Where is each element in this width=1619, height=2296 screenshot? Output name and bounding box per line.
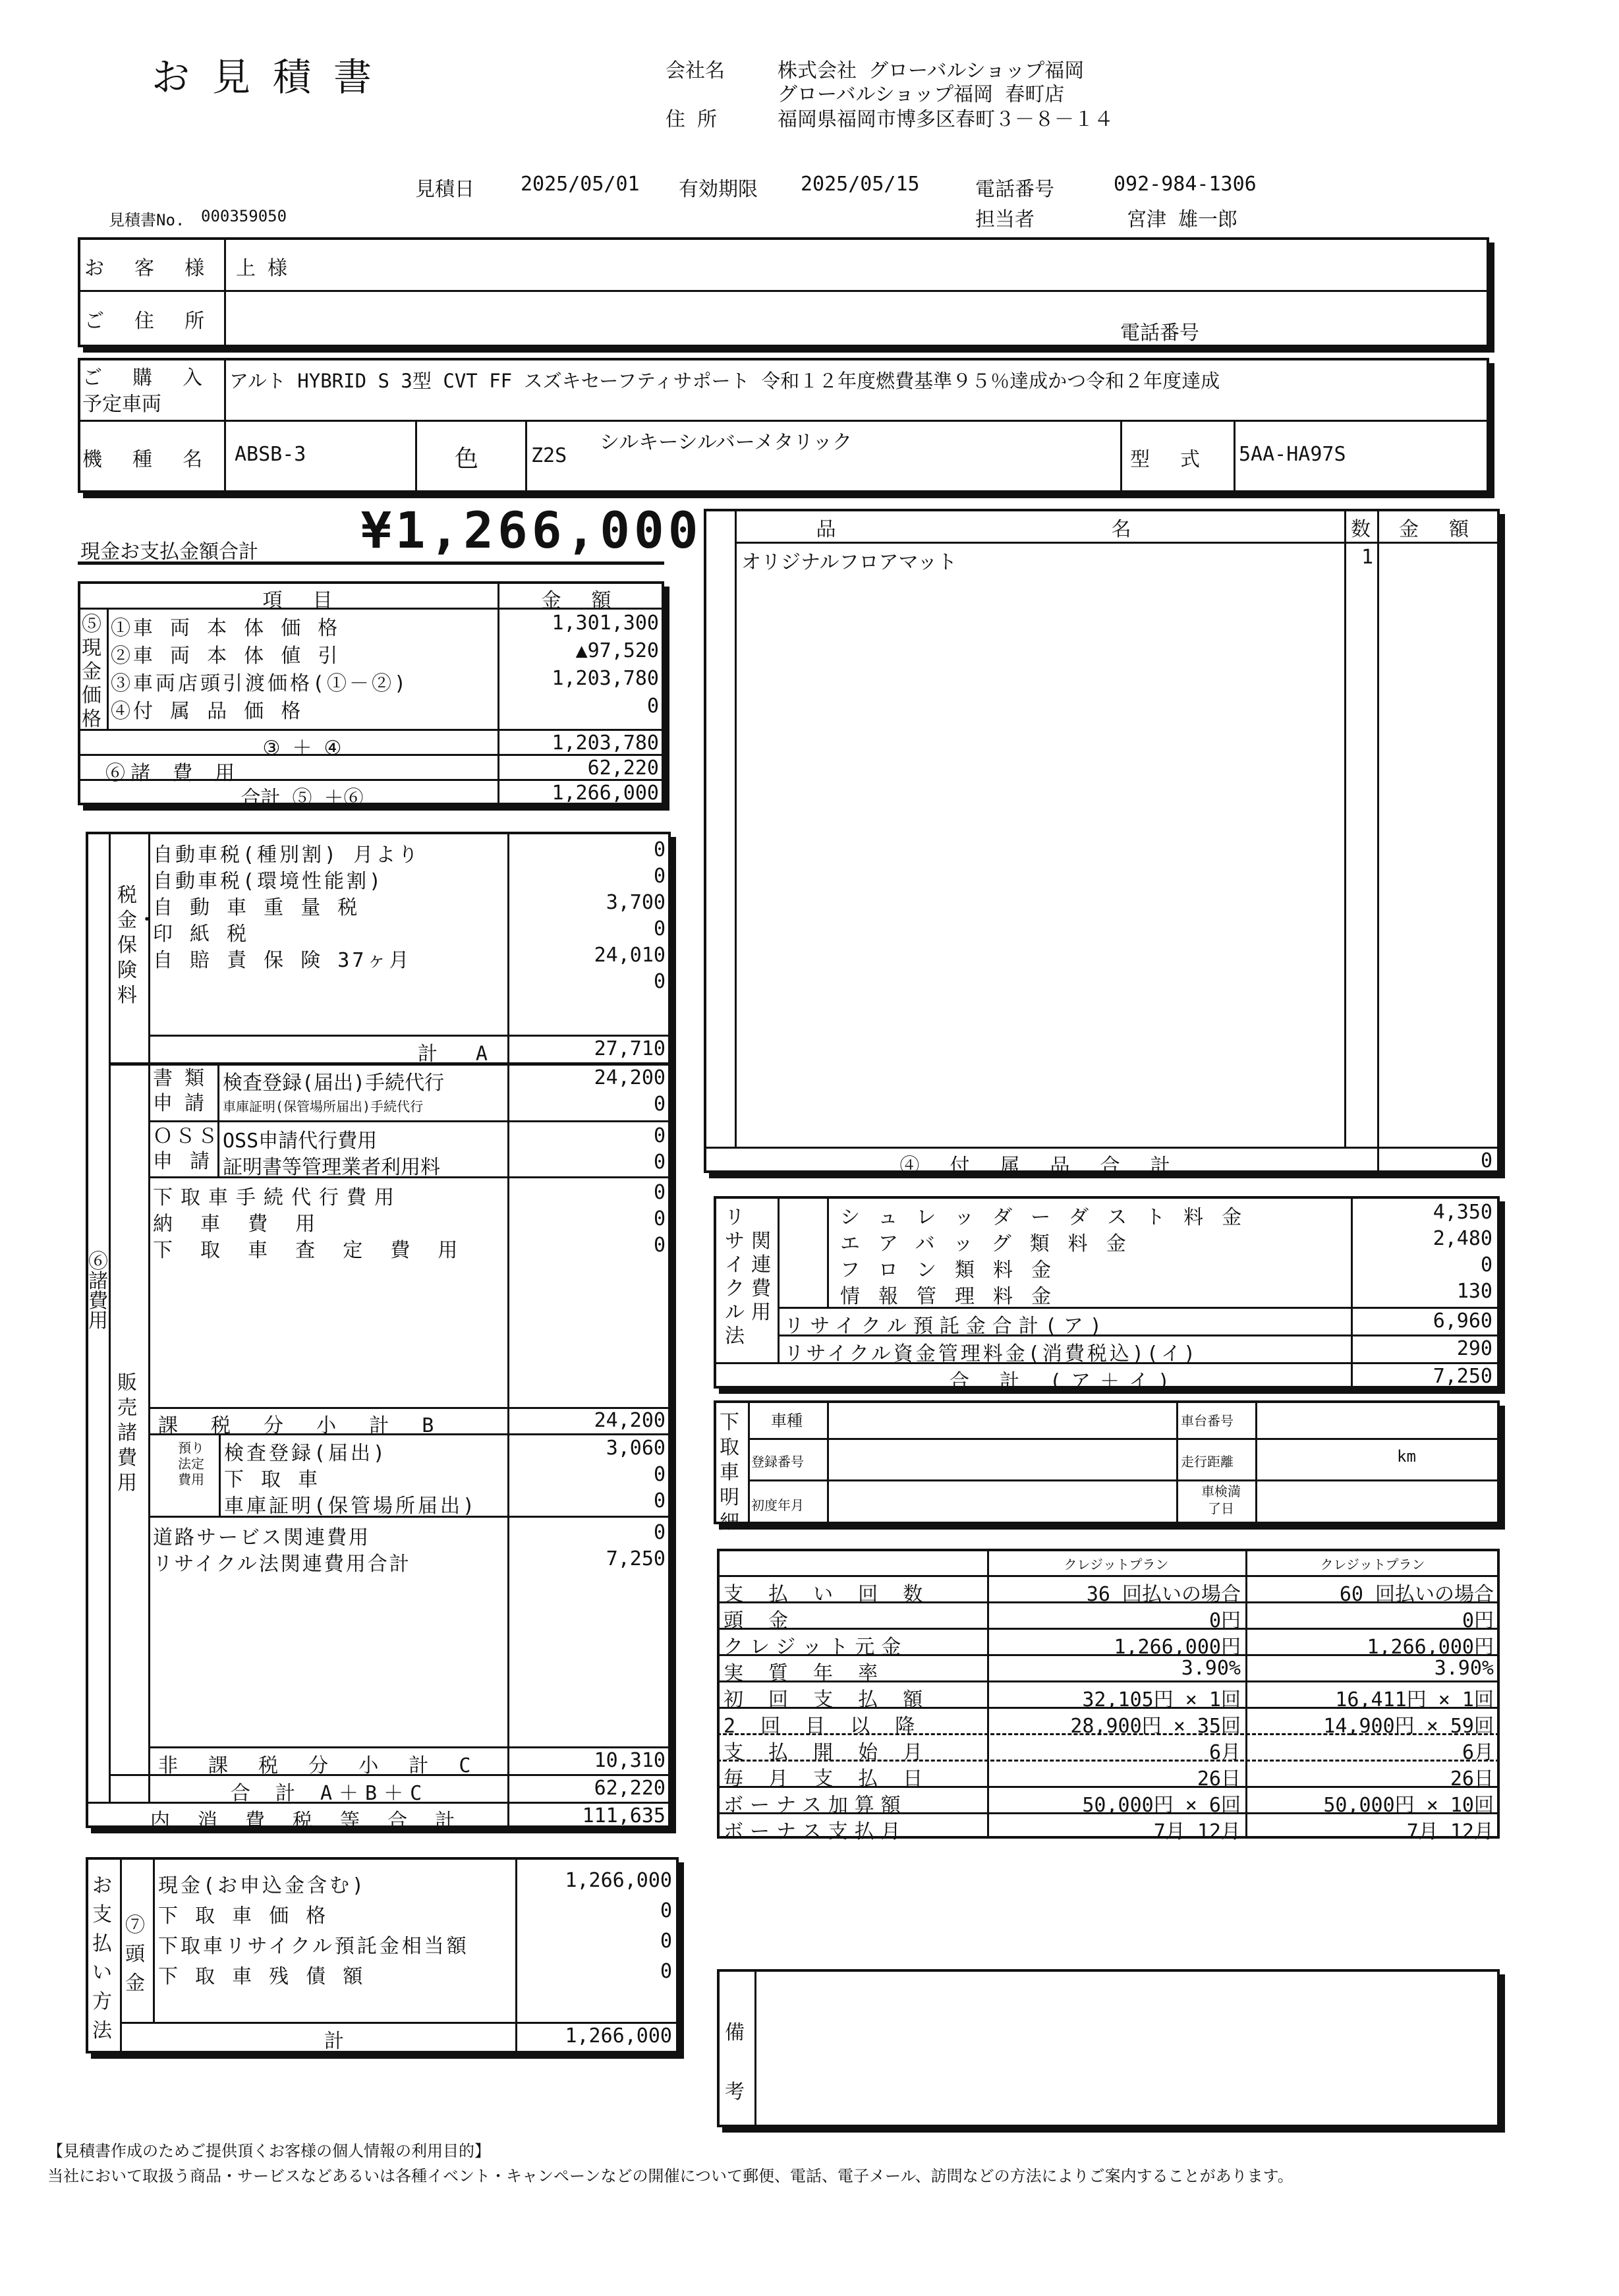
- rule-line: [717, 1733, 1500, 1735]
- customer-address-label: ご 住 所: [84, 310, 214, 333]
- document-title: お見積書: [152, 55, 395, 100]
- credit-plan-1-value: 1,266,000円: [1114, 1636, 1241, 1659]
- price-row-label: ③車両店頭引渡価格(①－②): [111, 672, 409, 695]
- credit-row-label: ボーナス支払月: [724, 1820, 907, 1843]
- tax-total-value: 27,710: [594, 1037, 666, 1060]
- fees-side-label: ⑥諸費用: [88, 1250, 108, 1333]
- payment-row-label: 現金(お申込金含む): [158, 1874, 367, 1897]
- rule-line: [717, 1628, 1500, 1630]
- estimate-number: 000359050: [201, 207, 287, 225]
- credit-plan-1-value: 7月 12月: [1153, 1820, 1241, 1843]
- tradein-car-label: 車種: [771, 1412, 803, 1430]
- accessories-total-label: ④ 付 属 品 合 計: [899, 1155, 1179, 1178]
- model-name-label: 機 種 名: [82, 448, 212, 471]
- rule-line: [717, 1680, 1500, 1682]
- tradein-table: [714, 1400, 1500, 1524]
- misc-fees-label: ⑥諸 費 用: [105, 762, 241, 785]
- related-fee-label: リサイクル法関連費用合計: [153, 1553, 411, 1576]
- estimate-number-label: 見積書No.: [109, 211, 185, 229]
- taxable-subtotal-value: 24,200: [594, 1409, 666, 1432]
- staff-label: 担当者: [975, 208, 1035, 231]
- estimate-date-label: 見積日: [415, 178, 474, 201]
- deposit-fee-label: 車庫証明(保管場所届出): [224, 1495, 478, 1518]
- credit-row-label: 支 払 い 回 数: [724, 1583, 930, 1606]
- recycle-total-value: 7,250: [1433, 1365, 1492, 1388]
- consumption-tax-value: 111,635: [582, 1804, 666, 1827]
- credit-plan-2-value: 16,411円 × 1回: [1335, 1688, 1494, 1711]
- model-name: ABSB-3: [235, 443, 306, 466]
- tax-row-value: 0: [653, 865, 666, 888]
- credit-plan-1-value: 0円: [1208, 1609, 1241, 1632]
- price-row-label: ①車 両 本 体 価 格: [111, 617, 341, 640]
- document-fee-label: 車庫証明(保管場所届出)手続代行: [223, 1099, 424, 1114]
- credit-plan-2-value: 60 回払いの場合: [1339, 1583, 1494, 1606]
- phone-label: 電話番号: [975, 178, 1054, 201]
- document-fee-value: 0: [653, 1093, 666, 1116]
- misc-fees-value: 62,220: [587, 757, 659, 780]
- rule-line: [717, 1707, 1500, 1709]
- credit-row-label: クレジット元金: [724, 1636, 908, 1659]
- payment-row-label: 下 取 車 残 債 額: [158, 1965, 366, 1988]
- color-label: 色: [455, 445, 479, 473]
- consumption-tax-label: 内 消 費 税 等 合 計: [150, 1810, 463, 1833]
- credit-plan-2-value: 26日: [1450, 1767, 1494, 1791]
- staff-name: 宮津 雄一郎: [1127, 208, 1238, 231]
- recycle-deposit-value: 6,960: [1433, 1309, 1492, 1333]
- company-phone: 092-984-1306: [1114, 173, 1257, 196]
- sales-fees-side-label: 販売諸費用: [117, 1371, 137, 1495]
- credit-plan-2-value: 3.90%: [1434, 1657, 1494, 1680]
- price-total-value: 1,266,000: [552, 782, 659, 805]
- branch-name: グローバルショップ福岡 春町店: [778, 83, 1065, 106]
- credit-row-label: ボーナス加算額: [724, 1794, 907, 1817]
- recycle-row-value: 4,350: [1433, 1201, 1492, 1224]
- credit-row-label: 2 回 目 以 降: [724, 1715, 922, 1738]
- company-label: 会社名: [666, 59, 725, 82]
- customer-name-label: お 客 様: [84, 257, 214, 280]
- deposit-fee-value: 0: [653, 1463, 666, 1486]
- deposit-fee-label: 検査登録(届出): [224, 1442, 388, 1465]
- recycle-side-label-2: 関連費用: [751, 1230, 771, 1324]
- recycle-total-label: 合 計 (ア＋イ): [949, 1370, 1179, 1393]
- tradein-mileage-unit: km: [1397, 1447, 1416, 1466]
- sales-fee-label: 納 車 費 用: [153, 1213, 324, 1236]
- sales-fee-label: 下 取 車 査 定 費 用: [153, 1239, 466, 1262]
- credit-plan-1-value: 6月: [1208, 1741, 1241, 1764]
- purchase-vehicle: アルト HYBRID S 3型 CVT FF スズキセーフティサポート 令和１２年度燃費基準９５％達成かつ令和２年度達成: [229, 370, 1220, 392]
- credit-row-label: 頭 金: [724, 1609, 795, 1632]
- tradein-chassis-label: 車台番号: [1181, 1413, 1234, 1429]
- customer-phone-label: 電話番号: [1120, 322, 1199, 345]
- accessory-item-qty: 1: [1361, 546, 1373, 569]
- price-row-value: ▲97,520: [575, 639, 659, 662]
- tax-row-value: 0: [653, 917, 666, 940]
- price-header-amount: 金 額: [541, 589, 621, 612]
- rule-line: [717, 1601, 1500, 1603]
- accessories-header-qty: 数: [1351, 518, 1371, 541]
- price-subtotal-value: 1,203,780: [552, 732, 659, 755]
- price-row-value: 1,301,300: [552, 612, 659, 635]
- credit-plan-1-value: 28,900円 × 35回: [1070, 1715, 1241, 1738]
- price-total-label: 合計 ⑤ ＋⑥: [241, 787, 364, 810]
- rule-line: [717, 1654, 1500, 1656]
- payment-row-value: 0: [660, 1930, 672, 1953]
- recycle-row-label: フロン類料金: [840, 1259, 1069, 1282]
- oss-fee-value: 0: [653, 1124, 666, 1147]
- recycle-admin-label: リサイクル資金管理料金(消費税込)(イ): [784, 1342, 1199, 1365]
- remarks-label: 備考: [725, 2021, 745, 2104]
- fees-sum-label: 合 計 A＋B＋C: [230, 1782, 429, 1805]
- document-fee-value: 24,200: [594, 1066, 666, 1089]
- tax-row-label: 自 動 車 重 量 税: [153, 896, 360, 919]
- color-name: シルキーシルバーメタリック: [600, 431, 853, 454]
- purchase-vehicle-label-1: ご 購 入: [82, 366, 212, 389]
- down-payment-side-label: ⑦頭金: [125, 1914, 145, 1995]
- accessories-header-amount: 金 額: [1398, 518, 1479, 541]
- payment-row-value: 0: [660, 1899, 672, 1922]
- credit-plan-2-value: 14,900円 × 59回: [1323, 1715, 1494, 1738]
- credit-plan-2-value: 6月: [1462, 1741, 1494, 1764]
- tax-row-label: 自動車税(環境性能割): [153, 870, 384, 893]
- recycle-row-value: 0: [1480, 1253, 1492, 1277]
- price-header-item: 項 目: [262, 589, 342, 612]
- address-label: 住 所: [666, 108, 718, 131]
- tax-row-value: 24,010: [594, 944, 666, 967]
- credit-plan-1-value: 32,105円 × 1回: [1082, 1688, 1241, 1711]
- recycle-side-label: リサイクル法: [725, 1206, 745, 1348]
- privacy-title: 【見積書作成のためご提供頂くお客様の個人情報の利用目的】: [47, 2142, 490, 2160]
- estimate-date: 2025/05/01: [521, 173, 640, 196]
- oss-fee-value: 0: [653, 1151, 666, 1174]
- payment-total-value: 1,266,000: [565, 2024, 672, 2048]
- oss-application-group-label: ＯＳＳ 申 請: [153, 1125, 220, 1173]
- model-type-label: 型 式: [1130, 448, 1210, 471]
- recycle-row-label: 情報管理料金: [840, 1285, 1069, 1308]
- customer-name: 上 様: [236, 257, 288, 280]
- tax-insurance-side-label: 税金・保険料: [117, 884, 157, 1007]
- recycle-row-label: エアバッグ類料金: [840, 1232, 1145, 1255]
- company-address: 福岡県福岡市博多区春町３－８－１４: [778, 108, 1114, 131]
- document-fee-label: 検査登録(届出)手続代行: [223, 1072, 445, 1095]
- tradein-side-label: 下取車明細: [720, 1411, 739, 1534]
- purchase-vehicle-label-2: 予定車両: [82, 393, 161, 416]
- credit-row-label: 初 回 支 払 額: [724, 1688, 930, 1711]
- recycle-row-value: 130: [1456, 1280, 1492, 1303]
- sales-fee-value: 0: [653, 1181, 666, 1204]
- credit-plan-1-title: クレジットプラン: [1064, 1557, 1169, 1572]
- tax-row-value: 3,700: [606, 891, 666, 914]
- credit-row-label: 毎 月 支 払 日: [724, 1767, 930, 1791]
- remarks-box: [717, 1969, 1500, 2127]
- valid-until-label: 有効期限: [679, 178, 758, 201]
- credit-row-label: 支 払 開 始 月: [724, 1741, 930, 1764]
- credit-row-label: 実 質 年 率: [724, 1662, 885, 1685]
- accessories-total-value: 0: [1480, 1149, 1492, 1172]
- deposit-fee-value: 3,060: [606, 1437, 666, 1460]
- deposit-fee-group-label: 預り法定費用: [178, 1440, 204, 1487]
- customer-box: [78, 237, 1489, 347]
- recycle-row-value: 2,480: [1433, 1227, 1492, 1250]
- payment-side-label: お支払い方法: [92, 1874, 112, 2042]
- credit-plan-2-title: クレジットプラン: [1320, 1557, 1425, 1572]
- credit-plan-1-value: 3.90%: [1181, 1657, 1241, 1680]
- deposit-fee-label: 下 取 車: [224, 1468, 321, 1491]
- related-fee-value: 7,250: [606, 1547, 666, 1570]
- recycle-deposit-label: リサイクル預託金合計(ア): [784, 1315, 1108, 1338]
- price-row-value: 1,203,780: [552, 667, 659, 690]
- oss-fee-label: OSS申請代行費用: [223, 1130, 378, 1153]
- price-row-label: ②車 両 本 体 値 引: [111, 645, 341, 668]
- tradein-registration-label: 登録番号: [751, 1454, 804, 1470]
- credit-plan-1-value: 36 回払いの場合: [1086, 1583, 1241, 1606]
- deposit-fee-value: 0: [653, 1489, 666, 1512]
- related-fee-label: 道路サービス関連費用: [153, 1526, 370, 1549]
- cash-price-side-label: ⑤現金価格: [82, 613, 101, 731]
- oss-fee-label: 証明書等管理業者利用料: [223, 1156, 440, 1179]
- privacy-text: 当社において取扱う商品・サービスなどあるいは各種イベント・キャンペーンなどの開催について郵便、電話、電子メール、訪問などの方法によりご案内することがあります。: [47, 2167, 1293, 2185]
- recycle-admin-value: 290: [1456, 1337, 1492, 1360]
- tax-row-value: 0: [653, 838, 666, 861]
- valid-until-date: 2025/05/15: [801, 173, 920, 196]
- payment-row-label: 下 取 車 価 格: [158, 1905, 329, 1928]
- credit-plan-2-value: 50,000円 × 10回: [1323, 1794, 1494, 1817]
- sales-fee-label: 下取車手続代行費用: [153, 1186, 402, 1209]
- taxable-subtotal-label: 課 税 分 小 計 B: [158, 1414, 445, 1437]
- document-application-group-label: 書 類 申 請: [153, 1067, 205, 1115]
- recycle-row-label: シュレッダーダスト料金: [840, 1206, 1261, 1229]
- tax-row-label: 自動車税(種別割) 月より: [153, 844, 421, 867]
- accessories-header-name: 品 名: [816, 518, 1263, 541]
- tax-row-label: 印 紙 税: [153, 923, 250, 946]
- tax-total-label: 計 A: [417, 1043, 501, 1066]
- rule-line: [717, 1786, 1500, 1788]
- tax-row-label: 自 賠 責 保 険 37ヶ月: [153, 949, 412, 972]
- tradein-mileage-label: 走行距離: [1181, 1454, 1234, 1470]
- rule-line: [717, 1760, 1500, 1762]
- credit-plan-1-value: 50,000円 × 6回: [1082, 1794, 1241, 1817]
- price-subtotal-label: ③ ＋ ④: [262, 737, 342, 760]
- credit-plan-2-value: 1,266,000円: [1367, 1636, 1494, 1659]
- nontaxable-subtotal-value: 10,310: [594, 1749, 666, 1772]
- sales-fee-value: 0: [653, 1234, 666, 1257]
- tax-row-value: 0: [653, 970, 666, 993]
- rule-line: [717, 1812, 1500, 1814]
- sales-fee-value: 0: [653, 1207, 666, 1230]
- fees-sum-value: 62,220: [594, 1777, 666, 1800]
- company-name: 株式会社 グローバルショップ福岡: [778, 59, 1085, 82]
- model-type: 5AA-HA97S: [1239, 443, 1346, 466]
- credit-plan-2-value: 7月 12月: [1406, 1820, 1494, 1843]
- credit-plan-1-value: 26日: [1197, 1767, 1241, 1791]
- related-fee-value: 0: [653, 1521, 666, 1544]
- payment-row-value: 0: [660, 1960, 672, 1983]
- price-row-value: 0: [646, 695, 659, 718]
- nontaxable-subtotal-label: 非 課 税 分 小 計 C: [158, 1754, 480, 1777]
- price-row-label: ④付 属 品 価 格: [111, 700, 304, 723]
- cash-total-amount: ¥1,266,000: [361, 501, 702, 560]
- color-code: Z2S: [531, 444, 567, 467]
- payment-row-label: 下取車リサイクル預託金相当額: [158, 1935, 469, 1958]
- payment-total-label: 計: [324, 2030, 344, 2053]
- tradein-first-registration-label: 初度年月: [751, 1497, 804, 1513]
- accessories-table: [704, 509, 1500, 1173]
- rule-line: [217, 1062, 219, 1176]
- accessory-item-name: オリジナルフロアマット: [741, 551, 957, 574]
- tradein-inspection-label: 車検満了日: [1201, 1483, 1241, 1516]
- payment-row-value: 1,266,000: [565, 1869, 672, 1892]
- credit-plan-2-value: 0円: [1462, 1609, 1494, 1632]
- cash-total-label: 現金お支払金額合計: [80, 540, 258, 563]
